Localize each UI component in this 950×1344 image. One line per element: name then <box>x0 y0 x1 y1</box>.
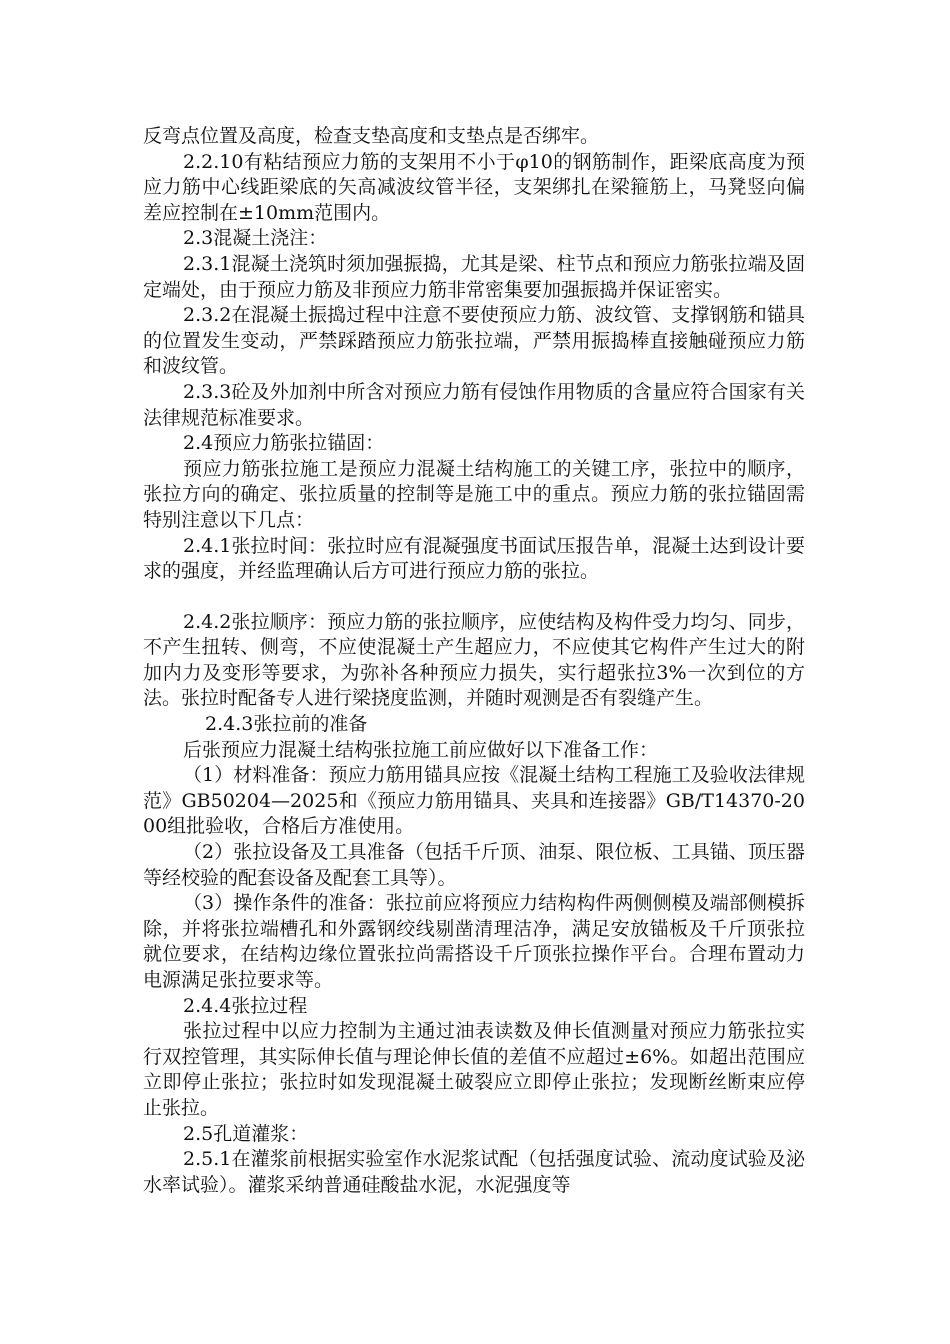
paragraph: 2.5.1在灌浆前根据实验室作水泥浆试配（包括强度试验、流动度试验及泌水率试验）。灌浆采纳普通硅酸盐水泥，水泥强度等 <box>143 1148 805 1196</box>
paragraph: 2.4.2张拉顺序：预应力筋的张拉顺序，应使结构及构件受力均匀、同步，不产生扭转、侧弯，不应使混凝土产生超应力，不应使其它构件产生过大的附加内力及变形等要求，为弥补各种预应力损失，实行超张拉3%一次到位的方法。张拉时配备专人进行梁挠度监测，并随时观测是否有裂缝产生。 <box>143 610 805 710</box>
paragraph: 后张预应力混凝土结构张拉施工前应做好以下准备工作： <box>183 738 659 761</box>
paragraph: 张拉过程中以应力控制为主通过油表读数及伸长值测量对预应力筋张拉实行双控管理，其实际伸长值与理论伸长值的差值不应超过±6%。如超出范围应立即停止张拉；张拉时如发现混凝土破裂应立即停止张拉；发现断丝断束应停止张拉。 <box>143 1020 805 1119</box>
paragraph: （1）材料准备：预应力筋用锚具应按《混凝土结构工程施工及验收法律规范》GB50204—2025和《预应力筋用锚具、夹具和连接器》GB/T14370-2000组批验收，合格后方准使用。 <box>143 764 805 838</box>
paragraph: 预应力筋张拉施工是预应力混凝土结构施工的关键工序，张拉中的顺序，张拉方向的确定、张拉质量的控制等是施工中的重点。预应力筋的张拉锚固需特别注意以下几点： <box>143 457 805 531</box>
paragraph: 2.3.2在混凝土振捣过程中注意不要使预应力筋、波纹管、支撑钢筋和锚具的位置发生变动，严禁踩踏预应力筋张拉端，严禁用振捣棒直接触碰预应力筋和波纹管。 <box>143 304 805 378</box>
paragraph: （2）张拉设备及工具准备（包括千斤顶、油泵、限位板、工具锚、顶压器等经校验的配套设备及配套工具等）。 <box>143 841 805 889</box>
paragraph: 2.3.3砼及外加剂中所含对预应力筋有侵蚀作用物质的含量应符合国家有关法律规范标准要求。 <box>143 380 805 429</box>
section-heading: 2.4预应力筋张拉锚固： <box>183 432 385 455</box>
paragraph: 2.4.1张拉时间：张拉时应有混凝强度书面试压报告单，混凝土达到设计要求的强度，并经监理确认后方可进行预应力筋的张拉。 <box>143 534 805 583</box>
section-heading: 2.3混凝土浇注： <box>183 227 328 250</box>
section-heading: 2.4.4张拉过程 <box>183 994 308 1017</box>
section-heading: 2.5孔道灌浆： <box>183 1122 309 1145</box>
section-heading: 2.4.3张拉前的准备 <box>205 713 368 736</box>
paragraph: （3）操作条件的准备：张拉前应将预应力结构构件两侧侧模及端部侧模拆除，并将张拉端槽孔和外露钢绞线剔凿清理洁净，满足安放锚板及千斤顶张拉就位要求，在结构边缘位置张拉尚需搭设千斤顶张拉操作平台。合理布置动力电源满足张拉要求等。 <box>143 892 805 991</box>
document-body <box>143 124 805 1198</box>
paragraph: 2.3.1混凝土浇筑时须加强振捣，尤其是梁、柱节点和预应力筋张拉端及固定端处，由于预应力筋及非预应力筋非常密集要加强振捣并保证密实。 <box>143 252 805 301</box>
paragraph: 2.2.10有粘结预应力筋的支架用不小于φ10的钢筋制作，距梁底高度为预应力筋中心线距梁底的矢高减波纹管半径，支架绑扎在梁箍筋上，马凳竖向偏差应控制在±10mm范围内。 <box>143 150 805 224</box>
paragraph: 反弯点位置及高度，检查支垫高度和支垫点是否绑牢。 <box>143 125 600 147</box>
